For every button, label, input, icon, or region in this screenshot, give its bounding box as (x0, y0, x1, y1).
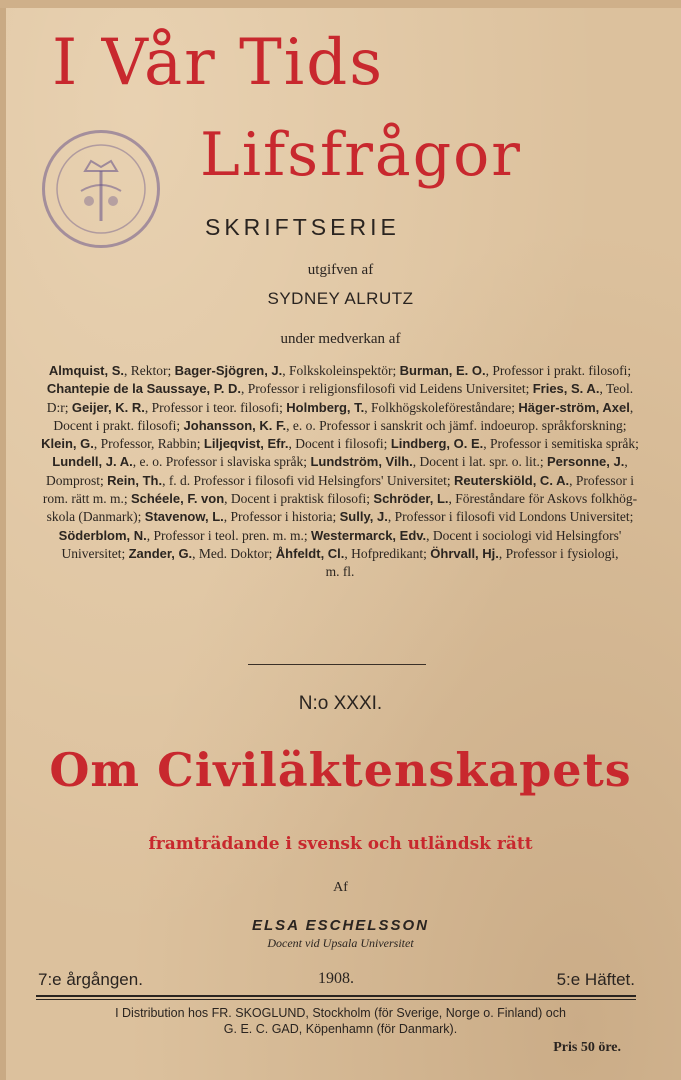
collaborator-name: Johansson, K. F. (183, 417, 287, 433)
collaborator-name: Bager-Sjögren, J. (174, 363, 283, 378)
collaborator-role: , Föreståndare för Askovs folkhög-skola (Danmark); (46, 491, 638, 525)
collaborator-role: , Hofpredikant; (344, 545, 431, 561)
collaborator-role: , Professor i filosofi vid Londons Universitet; (387, 509, 634, 525)
collaborator-name: Åhfeldt, Cl. (275, 545, 345, 561)
collaborator-name: Stavenow, L. (144, 509, 224, 525)
collaborator-name: Schröder, L. (373, 491, 449, 507)
collaborator-role: , Domprost; (46, 454, 628, 488)
issue-number: N:o XXXI. (298, 693, 383, 714)
collaborator-role: , Professor i teor. filosofi; (144, 399, 287, 415)
work-subtitle: framträdande i svensk och utländsk rätt (148, 834, 533, 854)
collaborator-name: Chantepie de la Saussaye, P. D. (46, 381, 241, 397)
distribution-line1: I Distribution hos FR. SKOGLUND, Stockholm (för Sverige, Norge o. Finland) och (115, 1006, 566, 1020)
library-stamp-icon (42, 130, 160, 248)
collaborator-name: Schéele, F. von (130, 491, 225, 507)
editor-name: SYDNEY ALRUTZ (267, 289, 414, 308)
collaborator-role: , e. o. Professor i sanskrit och jämf. indoeurop. språkforskning; (286, 417, 627, 433)
price-label: Pris 50 öre. (553, 1040, 621, 1055)
author-by: Af (333, 880, 348, 895)
author-name: ELSA ESCHELSSON (252, 917, 429, 934)
collaborator-name: Lundell, J. A. (52, 454, 133, 470)
work-title: Om Civiläktenskapets (49, 743, 632, 797)
collaborator-role: , Folkhögskoleföreståndare; (364, 399, 519, 415)
collaborator-role: , Docent i praktisk filosofi; (224, 491, 374, 507)
collaborator-name: Rein, Th. (107, 472, 163, 488)
collaborator-role: , Med. Doktor; (192, 545, 276, 561)
collaborators-list (40, 362, 640, 582)
collaborator-role: , Professor i historia; (223, 509, 340, 525)
collaborator-role: , Docent i filosofi; (288, 436, 391, 452)
collaborator-name: Söderblom, N. (58, 527, 147, 543)
collaborator-name: Reuterskiöld, C. A. (453, 472, 570, 488)
collaborator-role: , Docent i lat. spr. o. lit.; (412, 454, 548, 470)
collaborator-role: , Professor i prakt. filosofi; (485, 363, 632, 378)
footer-rule-thin (36, 999, 636, 1000)
author-role: Docent vid Upsala Universitet (267, 936, 414, 950)
collaborator-role: , Professor i rom. rätt m. m.; (42, 472, 634, 507)
collaborator-role: , Professor i religionsfilosofi vid Leidens Universitet; (241, 381, 533, 397)
series-title-line1: I Vår Tids (52, 26, 385, 100)
collaborator-role: , Docent i sociologi vid Helsingfors' Universitet; (61, 527, 622, 561)
collaborator-name: Lindberg, O. E. (390, 436, 484, 452)
collaborator-name: Zander, G. (128, 545, 193, 561)
collaborator-name: Westermarck, Edv. (311, 527, 427, 543)
collaborator-role: , Teol. D:r; (46, 381, 634, 415)
publication-year: 1908. (318, 970, 354, 987)
volume-label: 7:e årgången. (38, 970, 143, 989)
collaborator-name: Öhrvall, Hj. (430, 545, 499, 561)
collaborator-name: Häger-ström, Axel (518, 399, 630, 415)
series-label: SKRIFTSERIE (205, 214, 400, 240)
collaborator-role: , Professor i fysiologi, (498, 545, 619, 561)
collaborator-name: Almquist, S. (48, 363, 125, 378)
collaborator-role: , Folkskoleinspektör; (282, 363, 400, 378)
collaborators-intro: under medverkan af (280, 331, 401, 347)
collaborator-role: , Professor, Rabbin; (93, 436, 204, 452)
collaborator-name: Klein, G. (41, 436, 94, 452)
cover-top-edge (0, 0, 681, 8)
collaborator-name: Lundström, Vilh. (310, 454, 413, 470)
collaborator-role: , Rektor; (124, 363, 175, 378)
collaborator-name: Liljeqvist, Efr. (203, 436, 289, 452)
collaborators-end: m. fl. (325, 564, 355, 580)
collaborator-role: , f. d. Professor i filosofi vid Helsingfors' Universitet; (162, 472, 454, 488)
collaborator-role: , Docent i prakt. filosofi; (53, 399, 634, 433)
divider-rule (248, 664, 426, 665)
collaborator-name: Burman, E. O. (399, 363, 486, 378)
series-title-line2: Lifsfrågor (200, 120, 522, 190)
distribution-line2: G. E. C. GAD, Köpenhamn (för Danmark). (223, 1022, 458, 1036)
collaborator-role: , Professor i semitiska språk; (483, 436, 639, 452)
footer-rule-thick (36, 995, 636, 997)
collaborator-role: , e. o. Professor i slaviska språk; (132, 454, 311, 470)
collaborator-name: Fries, S. A. (532, 381, 600, 397)
editor-intro: utgifven af (307, 262, 374, 278)
issue-label: 5:e Häftet. (556, 970, 635, 989)
collaborator-role: , Professor i teol. pren. m. m.; (146, 527, 312, 543)
collaborator-name: Sully, J. (339, 509, 388, 525)
collaborator-name: Geijer, K. R. (71, 399, 145, 415)
collaborator-name: Personne, J. (547, 454, 625, 470)
collaborator-name: Holmberg, T. (286, 399, 365, 415)
